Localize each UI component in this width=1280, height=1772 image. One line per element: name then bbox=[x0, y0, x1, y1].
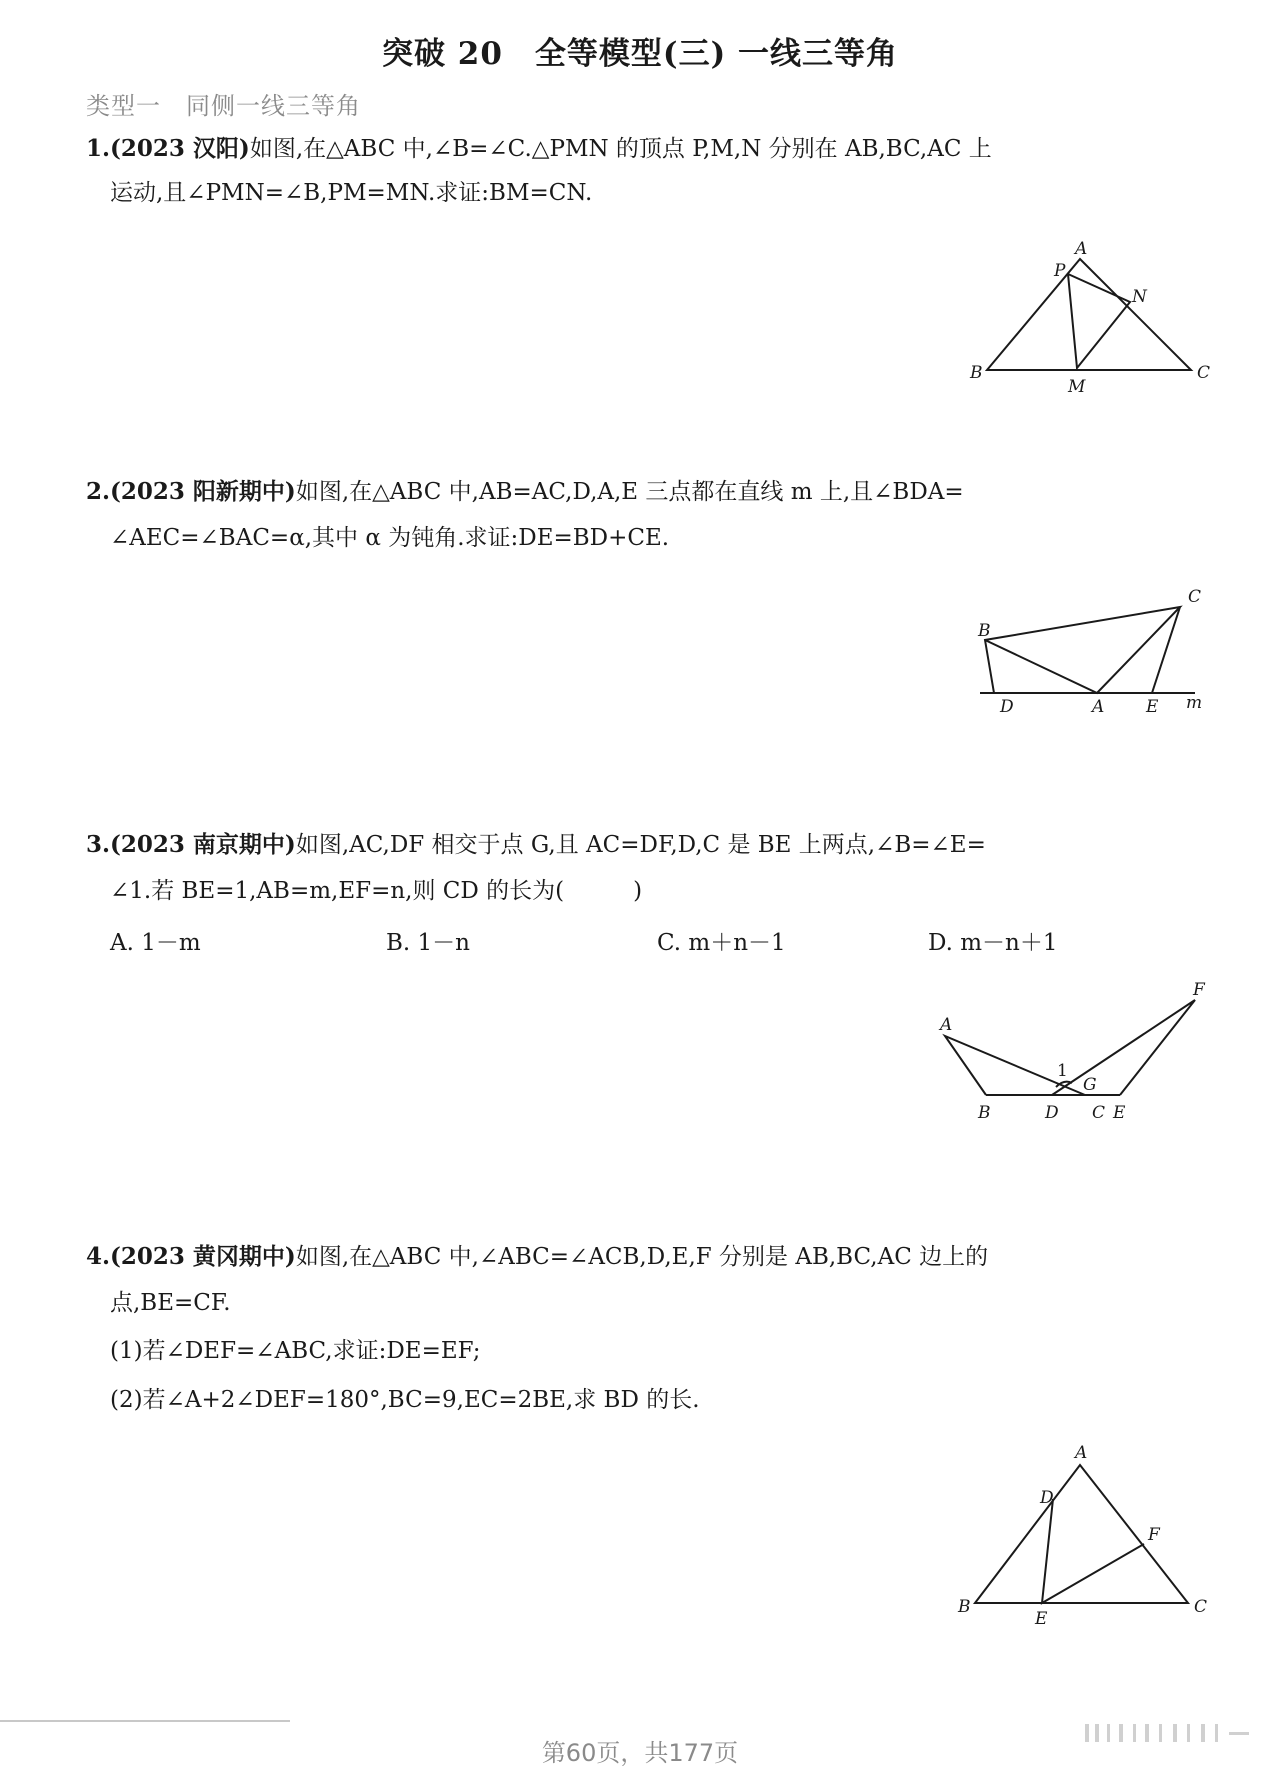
problem-1-source: (2023 汉阳) bbox=[110, 135, 250, 162]
label-g-3: G bbox=[1083, 1075, 1097, 1095]
label-c-2: C bbox=[1188, 587, 1202, 607]
problem-4-text-2: 点,BE=CF. bbox=[110, 1290, 231, 1316]
page-title: 突破 20 全等模型(三) 一线三等角 bbox=[381, 36, 899, 72]
problem-2-text-1: 如图,在△ABC 中,AB=AC,D,A,E 三点都在直线 m 上,且∠BDA= bbox=[295, 479, 964, 505]
option-c: C. m＋n－1 bbox=[657, 930, 786, 956]
label-b-2: B bbox=[978, 621, 991, 641]
problem-4-source: (2023 黄冈期中) bbox=[110, 1243, 296, 1270]
label-a-4: A bbox=[1075, 1443, 1088, 1463]
label-f-4: F bbox=[1148, 1525, 1160, 1545]
label-m-1: M bbox=[1068, 377, 1086, 397]
problem-3-line-1 bbox=[86, 828, 986, 862]
label-c-4: C bbox=[1194, 1597, 1208, 1617]
label-c-3: C bbox=[1092, 1103, 1106, 1123]
label-d-2: D bbox=[1000, 697, 1014, 717]
problem-1-line-1 bbox=[86, 132, 992, 166]
segments-def bbox=[1042, 1499, 1144, 1603]
problem-4-figure bbox=[950, 1440, 1210, 1640]
triangle-pmn bbox=[1068, 274, 1130, 368]
problem-3-source: (2023 南京期中) bbox=[110, 831, 296, 858]
problem-2-source: (2023 阳新期中) bbox=[110, 478, 296, 505]
label-n-1: N bbox=[1132, 287, 1147, 307]
option-b: B. 1－n bbox=[386, 930, 470, 956]
label-e-4: E bbox=[1035, 1609, 1048, 1629]
problem-4-text-1: 如图,在△ABC 中,∠ABC=∠ACB,D,E,F 分别是 AB,BC,AC 边上的 bbox=[295, 1244, 989, 1270]
label-m-2: m bbox=[1186, 693, 1203, 713]
label-b-4: B bbox=[958, 1597, 971, 1617]
option-a: A. 1－m bbox=[110, 930, 201, 956]
problem-2-figure bbox=[970, 580, 1220, 720]
option-d: D. m－n＋1 bbox=[928, 930, 1058, 956]
label-a-2: A bbox=[1092, 697, 1105, 717]
label-f-3: F bbox=[1193, 980, 1205, 1000]
problem-2-number: 2. bbox=[86, 478, 111, 505]
problem-3-figure bbox=[930, 980, 1210, 1125]
problem-1-number: 1. bbox=[86, 135, 111, 162]
problem-4-line-1 bbox=[86, 1240, 988, 1274]
problem-4-part-2: (2)若∠A+2∠DEF=180°,BC=9,EC=2BE,求 BD 的长. bbox=[110, 1387, 700, 1413]
label-e-3: E bbox=[1113, 1103, 1126, 1123]
label-d-4: D bbox=[1040, 1488, 1054, 1508]
section-title: 类型一 同侧一线三等角 bbox=[86, 92, 361, 120]
segment-ce bbox=[1152, 607, 1180, 693]
segment-dfe bbox=[1052, 1000, 1195, 1095]
problem-3-text-2: ∠1.若 BE=1,AB=m,EF=n,则 CD 的长为( ) bbox=[110, 878, 643, 904]
footer-divider bbox=[0, 1720, 290, 1722]
problem-2-text-2: ∠AEC=∠BAC=α,其中 α 为钝角.求证:DE=BD+CE. bbox=[110, 525, 670, 551]
problem-4-number: 4. bbox=[86, 1243, 111, 1270]
problem-2-line-1 bbox=[86, 475, 964, 509]
label-b-3: B bbox=[978, 1103, 991, 1123]
problem-1-text-2: 运动,且∠PMN=∠B,PM=MN.求证:BM=CN. bbox=[110, 180, 593, 206]
figure-2-segments bbox=[985, 607, 1180, 693]
label-e-2: E bbox=[1146, 697, 1159, 717]
problem-4-part-1: (1)若∠DEF=∠ABC,求证:DE=EF; bbox=[110, 1338, 481, 1364]
label-c-1: C bbox=[1197, 363, 1211, 383]
page-footer: 第60页，共177页 bbox=[541, 1739, 739, 1767]
label-d-3: D bbox=[1045, 1103, 1059, 1123]
label-a-3: A bbox=[940, 1015, 953, 1035]
problem-1-text-1: 如图,在△ABC 中,∠B=∠C.△PMN 的顶点 P,M,N 分别在 AB,BC,AC 上 bbox=[249, 136, 992, 162]
problem-3-number: 3. bbox=[86, 831, 111, 858]
problem-1-figure bbox=[960, 240, 1220, 400]
problem-3-text-1: 如图,AC,DF 相交于点 G,且 AC=DF,D,C 是 BE 上两点,∠B=∠E= bbox=[295, 832, 986, 858]
label-a-1: A bbox=[1075, 240, 1088, 259]
label-angle-1: 1 bbox=[1057, 1061, 1068, 1081]
label-b-1: B bbox=[970, 363, 983, 383]
label-p-1: P bbox=[1054, 261, 1066, 281]
